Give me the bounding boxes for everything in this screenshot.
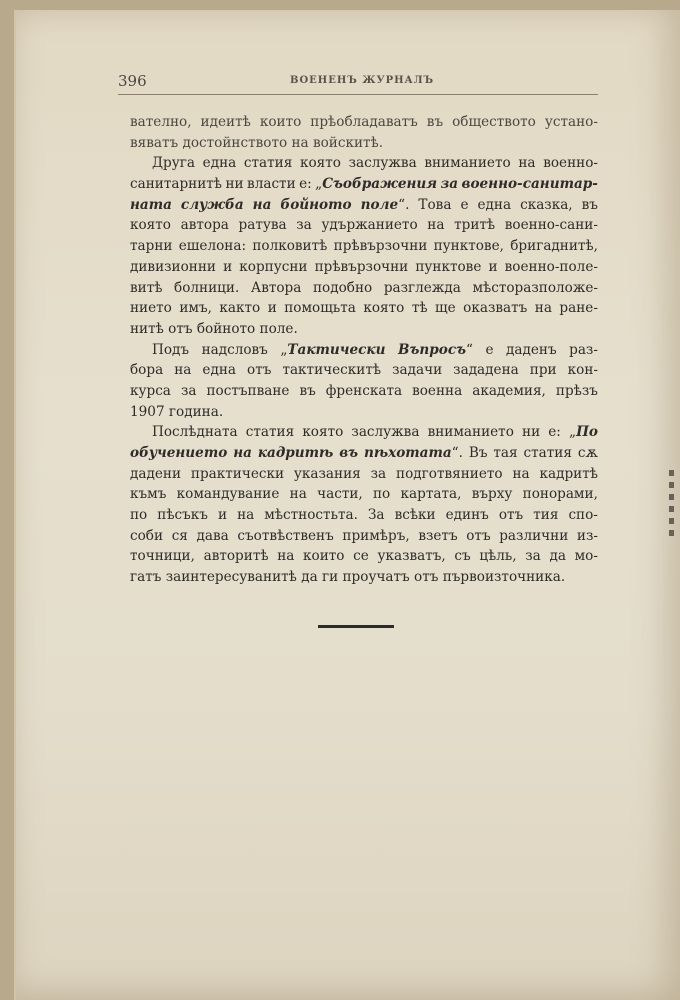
text-line — [130, 381, 598, 402]
word: въ — [426, 114, 444, 130]
text-line — [130, 526, 598, 547]
word: примѣръ, — [342, 527, 410, 544]
word: на — [512, 465, 530, 482]
page-number: 396 — [118, 72, 147, 90]
word: е: — [548, 424, 561, 441]
word: мо- — [574, 548, 598, 565]
word: е: — [299, 176, 312, 193]
word: е — [485, 341, 494, 358]
word: поле“. — [360, 196, 410, 213]
word: въ — [299, 382, 316, 399]
word: тарни — [130, 238, 173, 255]
word: се — [353, 548, 369, 565]
word: ще — [435, 300, 456, 317]
word: при — [529, 362, 557, 379]
word: бойното — [280, 196, 352, 213]
word: прѣобладаватъ — [310, 114, 418, 130]
word: мѣстностьта. — [264, 507, 358, 524]
word: военно-поле- — [504, 258, 598, 275]
word: на — [233, 445, 252, 461]
word: ране- — [559, 300, 598, 317]
word: тая — [493, 445, 518, 461]
word: дивизионни — [130, 258, 216, 275]
word: полковитѣ — [252, 238, 328, 255]
word: помощьта — [284, 300, 356, 317]
word: върху — [471, 486, 513, 503]
word: ратува — [238, 217, 287, 234]
word: и — [267, 300, 277, 317]
word: Това — [418, 196, 452, 213]
word: на — [289, 486, 307, 503]
word: една — [202, 155, 237, 172]
word: която — [302, 424, 344, 441]
article-text — [130, 112, 598, 588]
word: да — [549, 548, 566, 565]
word: бригаднитѣ, — [510, 238, 598, 255]
word: служба — [180, 196, 244, 213]
word: кон- — [567, 362, 598, 379]
word: пѣсъкъ — [157, 507, 208, 524]
word: военно- — [543, 155, 598, 172]
text-line — [130, 464, 598, 485]
word: задачи — [392, 362, 443, 379]
word: власти — [247, 176, 296, 193]
word: статия — [523, 445, 572, 461]
journal-title: ВОЕНЕНЪ ЖУРНАЛЪ — [290, 75, 435, 86]
word: соби — [130, 527, 164, 544]
word: автора — [180, 217, 229, 234]
word: За — [367, 507, 385, 524]
page-header — [118, 70, 598, 95]
word: удържанието — [321, 217, 418, 234]
word: дадени — [130, 465, 182, 482]
word: кадритѣ — [539, 465, 598, 482]
word: раз- — [569, 341, 598, 358]
word: указватъ, — [377, 548, 446, 565]
word: „Тактически — [280, 341, 386, 358]
word: кадритѣ — [257, 445, 334, 461]
line-text: вяватъ достойнството на войскитѣ. — [130, 134, 384, 151]
word: витѣ — [130, 279, 163, 296]
word: „Съображения — [315, 176, 438, 193]
word: отъ — [247, 362, 272, 379]
word: пунктове, — [433, 238, 504, 255]
word: зададена — [453, 362, 519, 379]
word: тритѣ — [454, 217, 496, 234]
word: тактическитѣ — [282, 362, 382, 379]
word: ни — [225, 176, 244, 193]
word: за — [370, 465, 387, 482]
text-line — [130, 112, 598, 133]
word: единъ — [445, 507, 489, 524]
word: за — [180, 382, 197, 399]
word: части, — [317, 486, 363, 503]
word: пѣхотата“. — [363, 445, 463, 461]
word: на — [518, 155, 536, 172]
word: точници, — [130, 548, 195, 565]
text-line — [130, 215, 598, 236]
word: имъ, — [179, 300, 212, 317]
text-line — [130, 505, 598, 526]
text-line — [130, 319, 598, 340]
word: подобно — [312, 279, 373, 296]
word: санитарнитѣ — [130, 176, 223, 193]
word: подготвянието — [396, 465, 503, 482]
word: на — [277, 548, 295, 565]
word: дава — [196, 527, 229, 544]
word: вниманието — [424, 155, 511, 172]
word: на — [427, 217, 445, 234]
word: прѣвързочни — [314, 258, 409, 275]
word: за — [440, 176, 459, 193]
word: идеитѣ — [200, 114, 251, 130]
word: различни — [499, 527, 569, 544]
word: съ — [454, 548, 471, 565]
word: сѫ — [577, 445, 598, 461]
word: прѣзъ — [555, 382, 598, 399]
word: и — [217, 507, 228, 524]
line-text: нитѣ отъ бойното поле. — [130, 320, 298, 337]
word: оказватъ — [463, 300, 528, 317]
word: вателно, — [130, 114, 192, 130]
word: въ — [581, 196, 598, 213]
word: нието — [130, 300, 172, 317]
word: по — [373, 486, 391, 503]
text-line — [130, 360, 598, 381]
word: спо- — [568, 507, 598, 524]
word: Въ — [468, 445, 488, 461]
word: тѣ — [411, 300, 428, 317]
word: болници. — [174, 279, 240, 296]
word: прѣвързочни — [333, 238, 428, 255]
word: на — [237, 507, 255, 524]
word: статия — [243, 155, 293, 172]
word: заслужва — [348, 155, 417, 172]
word: сказка, — [520, 196, 573, 213]
text-line — [130, 278, 598, 299]
word: всѣки — [394, 507, 436, 524]
word: френската — [325, 382, 403, 399]
text-line — [130, 546, 598, 567]
word: курса — [130, 382, 171, 399]
word: разглежда — [383, 279, 461, 296]
text-line — [130, 236, 598, 257]
word: по — [130, 507, 148, 524]
word: ся — [171, 527, 188, 544]
word: за — [525, 548, 541, 565]
text-line — [130, 174, 598, 195]
word: картата, — [400, 486, 462, 503]
word: указания — [293, 465, 361, 482]
word: устано- — [544, 114, 598, 130]
word: които — [259, 114, 302, 130]
word: военно-сани- — [504, 217, 598, 234]
text-line — [130, 133, 598, 154]
word: надсловъ — [201, 341, 268, 358]
line-text: 1907 година. — [130, 403, 224, 420]
word: на — [534, 300, 552, 317]
word: съотвѣственъ — [237, 527, 334, 544]
text-line — [130, 195, 598, 216]
word: заслужва — [351, 424, 420, 441]
text-line — [130, 298, 598, 319]
word: и — [488, 258, 498, 275]
word: обществото — [452, 114, 536, 130]
text-line — [130, 257, 598, 278]
word: която — [130, 217, 171, 234]
word: Подъ — [152, 341, 190, 358]
word: която — [363, 300, 405, 317]
word: пунктове — [415, 258, 482, 275]
word: понорами, — [522, 486, 598, 503]
word: из- — [576, 527, 598, 544]
word: вниманието — [427, 424, 514, 441]
word: къмъ — [130, 486, 167, 503]
word: на — [174, 362, 192, 379]
word: Друга — [152, 155, 195, 172]
word: военно-санитар- — [461, 176, 598, 193]
word: бора — [130, 362, 164, 379]
word: военна — [412, 382, 463, 399]
word: практически — [190, 465, 285, 482]
word: ната — [130, 196, 172, 213]
word: за — [296, 217, 312, 234]
word: Послѣдната — [152, 424, 238, 441]
word: отъ — [466, 527, 491, 544]
word: ешелона: — [178, 238, 247, 255]
word: Въпросъ“ — [398, 341, 473, 358]
line-text: гатъ заинтересуванитѣ да ги проучатъ отъ първоизточника. — [130, 569, 566, 586]
word: една — [202, 362, 237, 379]
word: обучението — [130, 445, 228, 461]
text-line — [130, 443, 598, 464]
text-line — [130, 153, 598, 174]
word: мѣсторазположе- — [472, 279, 598, 296]
word: една — [477, 196, 512, 213]
word: академия, — [472, 382, 546, 399]
word: корпусни — [239, 258, 308, 275]
word: както — [219, 300, 261, 317]
word: и — [223, 258, 233, 275]
section-end-rule — [318, 625, 394, 628]
word: даденъ — [506, 341, 557, 358]
binding-stitch — [669, 470, 674, 540]
text-line — [130, 340, 598, 361]
text-line — [130, 484, 598, 505]
word: Автора — [250, 279, 302, 296]
word: авторитѣ — [203, 548, 269, 565]
word: ни — [522, 424, 541, 441]
word: статия — [245, 424, 295, 441]
word: командувание — [176, 486, 280, 503]
text-line — [130, 567, 598, 588]
word: взетъ — [418, 527, 458, 544]
word: отъ — [498, 507, 524, 524]
word: която — [300, 155, 341, 172]
text-line — [130, 422, 598, 443]
word: на — [252, 196, 272, 213]
word: „По — [569, 424, 598, 441]
word: е — [460, 196, 469, 213]
word: въ — [339, 445, 359, 461]
word: тия — [533, 507, 559, 524]
word: постъпване — [206, 382, 290, 399]
text-line — [130, 402, 598, 423]
word: цѣль, — [479, 548, 517, 565]
word: които — [303, 548, 345, 565]
